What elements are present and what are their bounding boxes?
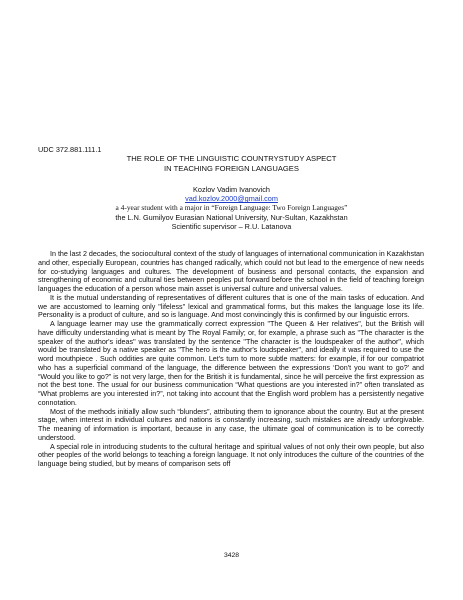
title-line-2: IN TEACHING FOREIGN LANGUAGES xyxy=(164,164,299,173)
udc-code: UDC 372.881.111.1 xyxy=(38,145,102,154)
author-name: Kozlov Vadim Ivanovich xyxy=(193,185,270,194)
body-paragraph: In the last 2 decades, the sociocultural context of the study of languages of international communication in Kazakhstan and other, especially European, countries has changed radically, which could not but lead to the emergence of new needs for co-studying languages and cultures. The development of business and personal contacts, the expansion and strengthening of economic and cultural ties between peoples put forward before the school in the field of teaching foreign languages the education of a person whose main asset is universal culture and universal values. xyxy=(38,250,424,293)
body-paragraph: A special role in introducing students to the cultural heritage and spiritual values of not only their own people, but also other peoples of the world belongs to teaching a foreign language. It not only introduces the culture of the countries of the language being studied, but by means of comparison sets off xyxy=(38,442,424,468)
article-body xyxy=(38,250,424,469)
author-status: a 4-year student with a major in “Foreign Language: Two Foreign Languages” xyxy=(115,203,348,213)
body-paragraph: A language learner may use the grammatically correct expression "The Queen & Her relatives", but the British will have difficulty understanding what is meant by The Royal Family; or, for example, a phrase such as "The character is the speaker of the author's ideas" was translated by the sentence "The character is the loudspeaker of the author", which would be translated by a native speaker as "The hero is the author's loudspeaker", and ideally it was required to use the word mouthpiece . Such oddities are quite common. Let's turn to more subtle matters: for example, if for our compatriot who has a superficial command of the language, the difference between the expressions ‘Don't you want to go?’ and “Would you like to go?” is not very large, then for the British it is fundamental, since he will perceive the first expression as not the best tone. The usual for our business communication “What questions are you interested in?” often translated as “What problems are you interested in?”, not taking into account that the English word problem has a persistently negative connotation. xyxy=(38,320,424,407)
scientific-supervisor: Scientific supervisor – R.U. Latanova xyxy=(171,221,292,231)
page-number: 3428 xyxy=(223,552,240,559)
author-block xyxy=(60,185,403,231)
body-paragraph: Most of the methods initially allow such “blunders”, attributing them to ignorance about the country. But at the present stage, when interest in individual cultures and nations is constantly increasing, such mistakes are already unforgivable. The meaning of information is important, because in any case, the ultimate goal of communication is to be correctly understood. xyxy=(38,407,424,442)
article-title xyxy=(60,154,403,174)
author-university: the L.N. Gumilyov Eurasian National University, Nur-Sultan, Kazakhstan xyxy=(115,212,348,222)
author-email-link[interactable]: vad.kozlov.2000@gmail.com xyxy=(185,194,278,204)
body-paragraph: It is the mutual understanding of representatives of different cultures that is one of the main tasks of education. And we are accustomed to learning only "lifeless" lexical and grammatical forms, but this makes the language lose its life. Personality is a product of culture, and so is language. And most convincingly this is confirmed by our linguistic errors. xyxy=(38,293,424,320)
title-line-1: THE ROLE OF THE LINGUISTIC COUNTRYSTUDY ASPECT xyxy=(126,154,337,163)
